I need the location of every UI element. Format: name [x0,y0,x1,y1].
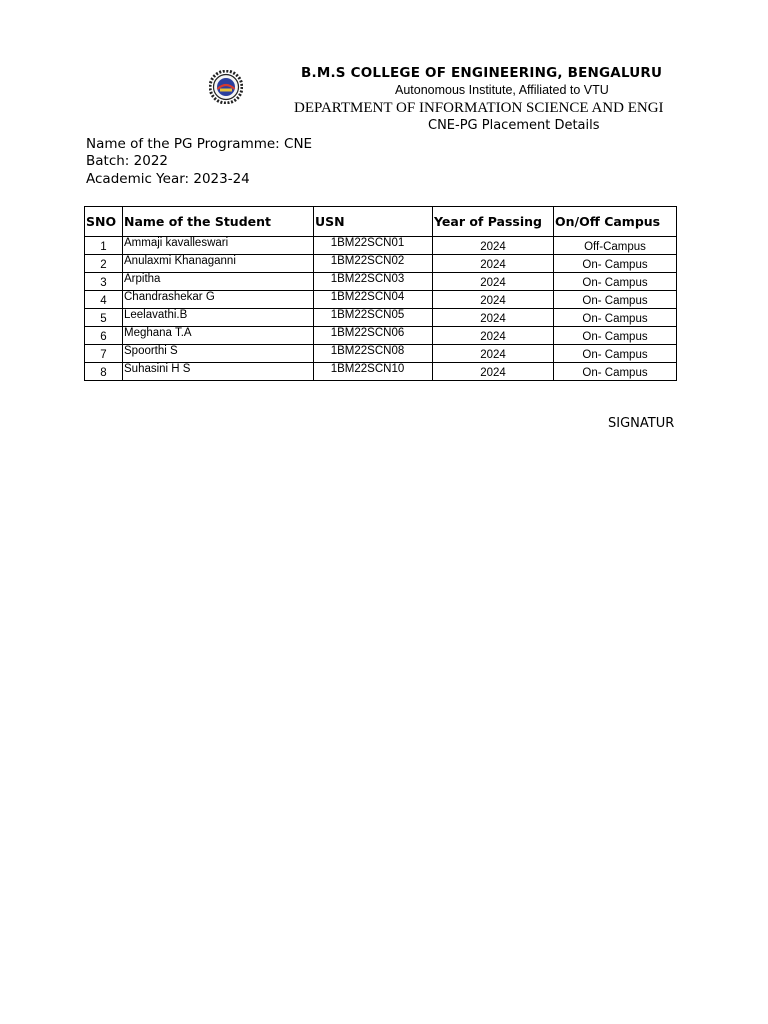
cell-sno: 8 [85,363,123,381]
college-name: B.M.S COLLEGE OF ENGINEERING, BENGALURU [301,65,663,81]
cell-year: 2024 [433,255,554,273]
cell-student-name: Ammaji kavalleswari [123,237,314,255]
cell-usn: 1BM22SCN03 [314,273,433,291]
cell-campus: Off-Campus [554,237,677,255]
cell-student-name: Arpitha [123,273,314,291]
cell-usn: 1BM22SCN04 [314,291,433,309]
college-logo-icon [209,70,243,104]
cell-sno: 4 [85,291,123,309]
column-header-year: Year of Passing [433,207,554,237]
department-name: DEPARTMENT OF INFORMATION SCIENCE AND ENGI [294,100,664,116]
cell-year: 2024 [433,363,554,381]
document-title: CNE-PG Placement Details [428,118,600,133]
cell-sno: 5 [85,309,123,327]
cell-year: 2024 [433,309,554,327]
cell-year: 2024 [433,345,554,363]
cell-student-name: Leelavathi.B [123,309,314,327]
table-row [85,345,677,363]
cell-usn: 1BM22SCN06 [314,327,433,345]
column-header-campus: On/Off Campus [554,207,677,237]
table-header-row [85,207,677,237]
table-row [85,327,677,345]
cell-sno: 6 [85,327,123,345]
cell-year: 2024 [433,273,554,291]
programme-line: Name of the PG Programme: CNE [86,136,313,152]
cell-campus: On- Campus [554,273,677,291]
batch-line: Batch: 2022 [86,153,169,169]
cell-campus: On- Campus [554,345,677,363]
column-header-name: Name of the Student [123,207,314,237]
signature-label: SIGNATUR [608,416,675,431]
cell-sno: 3 [85,273,123,291]
table-row [85,273,677,291]
cell-sno: 2 [85,255,123,273]
cell-usn: 1BM22SCN02 [314,255,433,273]
table-row [85,237,677,255]
cell-sno: 1 [85,237,123,255]
cell-year: 2024 [433,291,554,309]
cell-campus: On- Campus [554,309,677,327]
column-header-usn: USN [314,207,433,237]
column-header-sno: SNO [85,207,123,237]
cell-usn: 1BM22SCN01 [314,237,433,255]
cell-usn: 1BM22SCN10 [314,363,433,381]
cell-student-name: Spoorthi S [123,345,314,363]
cell-campus: On- Campus [554,363,677,381]
academic-year-line: Academic Year: 2023-24 [86,171,250,187]
cell-campus: On- Campus [554,291,677,309]
cell-campus: On- Campus [554,255,677,273]
cell-year: 2024 [433,327,554,345]
table-row [85,291,677,309]
table-row [85,255,677,273]
cell-usn: 1BM22SCN08 [314,345,433,363]
cell-student-name: Meghana T.A [123,327,314,345]
cell-student-name: Chandrashekar G [123,291,314,309]
cell-student-name: Suhasini H S [123,363,314,381]
table-row [85,309,677,327]
cell-sno: 7 [85,345,123,363]
placement-table [84,206,677,381]
table-row [85,363,677,381]
cell-usn: 1BM22SCN05 [314,309,433,327]
cell-year: 2024 [433,237,554,255]
affiliation-line: Autonomous Institute, Affiliated to VTU [395,83,609,97]
cell-campus: On- Campus [554,327,677,345]
cell-student-name: Anulaxmi Khanaganni [123,255,314,273]
